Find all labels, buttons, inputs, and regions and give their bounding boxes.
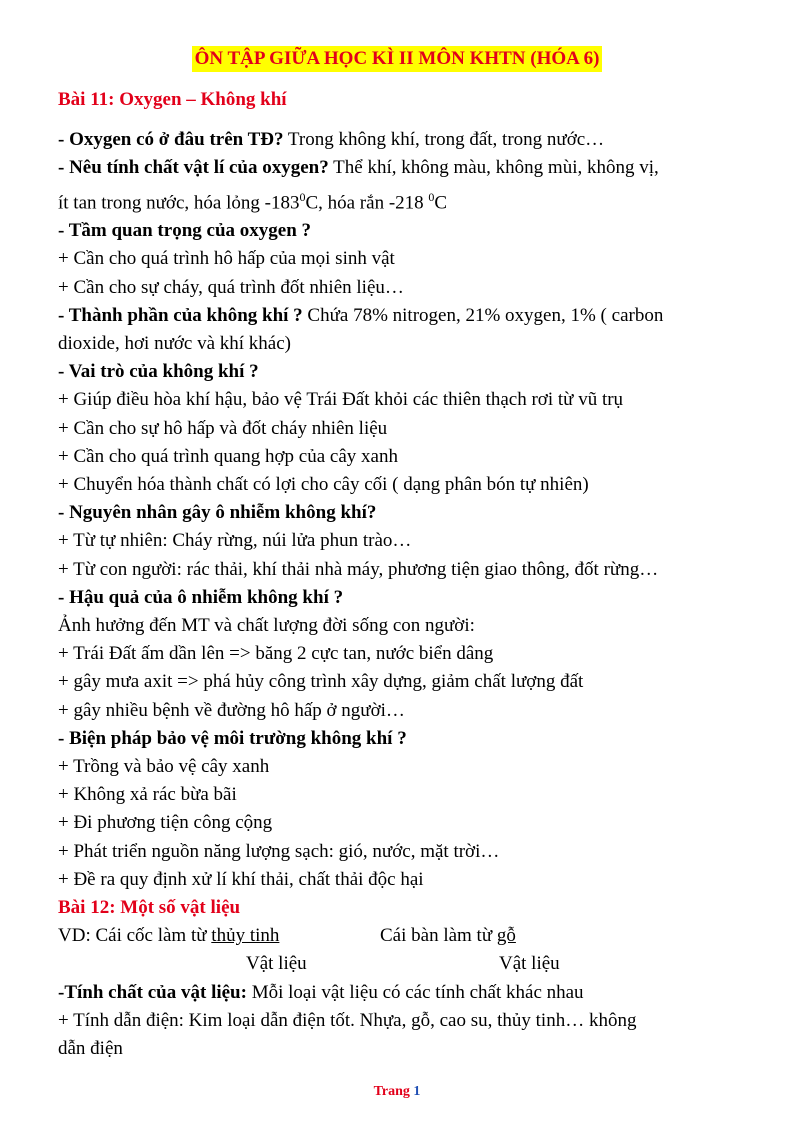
- superscript-degree: 0: [428, 189, 435, 204]
- example-1-material: thủy tinh: [211, 925, 280, 947]
- example-2: [380, 922, 516, 950]
- q8-line: [58, 725, 748, 753]
- q2-line-2: [58, 183, 748, 218]
- document-body: [58, 86, 748, 1063]
- conductivity-line-2: dẫn điện: [58, 1038, 123, 1059]
- list-item: + Cần cho sự cháy, quá trình đốt nhiên liệu…: [58, 276, 404, 298]
- superscript-degree: 0: [299, 189, 306, 204]
- property-line: [58, 979, 748, 1007]
- spacer: [58, 114, 748, 126]
- list-item: + Cần cho quá trình quang hợp của cây xanh: [58, 445, 398, 467]
- list-item: + Từ tự nhiên: Cháy rừng, núi lửa phun trào…: [58, 530, 412, 552]
- example-2-material: gỗ: [496, 925, 516, 947]
- lesson-11-heading: Bài 11: Oxygen – Không khí: [58, 89, 287, 110]
- list-item: + Cần cho quá trình hô hấp của mọi sinh vật: [58, 248, 395, 270]
- material-label-1: Vật liệu: [246, 953, 307, 975]
- q4-answer-2: dioxide, hơi nước và khí khác): [58, 332, 292, 354]
- q3-question: - Tầm quan trọng của oxygen ?: [58, 220, 312, 242]
- q5-question: - Vai trò của không khí ?: [58, 361, 259, 383]
- list-item: + gây nhiều bệnh về đường hô hấp ở người…: [58, 699, 405, 721]
- list-item: + Trái Đất ấm dần lên => băng 2 cực tan, nước biển dâng: [58, 643, 494, 665]
- q1-answer: Trong không khí, trong đất, trong nước…: [283, 129, 605, 151]
- list-item: + Cần cho sự hô hấp và đốt cháy nhiên liệu: [58, 417, 388, 439]
- q6-line: [58, 499, 748, 527]
- q4-answer-1: Chứa 78% nitrogen, 21% oxygen, 1% ( carbon: [302, 304, 664, 326]
- q5-line: [58, 358, 748, 386]
- example-2-prefix: Cái bàn làm từ: [380, 925, 497, 947]
- q4-question: - Thành phần của không khí ?: [58, 304, 303, 326]
- page-number: 1: [413, 1084, 421, 1099]
- title-wrapper: [0, 46, 794, 72]
- example-1-prefix: VD: Cái cốc làm từ: [58, 925, 212, 947]
- list-item: + Chuyển hóa thành chất có lợi cho cây cối ( dạng phân bón tự nhiên): [58, 473, 589, 495]
- q4-line: [58, 302, 748, 330]
- q7-line: [58, 584, 748, 612]
- example-1: [58, 922, 279, 950]
- page-title: ÔN TẬP GIỮA HỌC KÌ II MÔN KHTN (HÓA 6): [192, 46, 603, 72]
- example-row: [58, 922, 748, 950]
- property-answer: Mỗi loại vật liệu có các tính chất khác nhau: [246, 981, 584, 1003]
- q2-answer-2a: ít tan trong nước, hóa lỏng -183: [58, 191, 300, 213]
- list-item: + Giúp điều hòa khí hậu, bảo vệ Trái Đất khỏi các thiên thạch rơi từ vũ trụ: [58, 389, 624, 411]
- property-question: -Tính chất của vật liệu:: [58, 981, 247, 1003]
- q2-answer-2b: C, hóa rắn -218: [305, 191, 429, 213]
- list-item: + Trồng và bảo vệ cây xanh: [58, 756, 270, 777]
- q2-answer-2c: C: [434, 191, 448, 213]
- list-item: + gây mưa axit => phá hủy công trình xây dựng, giảm chất lượng đất: [58, 671, 584, 693]
- list-item: + Không xả rác bừa bãi: [58, 784, 237, 806]
- q7-question: - Hậu quả của ô nhiễm không khí ?: [58, 586, 344, 608]
- material-label-2: Vật liệu: [499, 953, 560, 975]
- q8-question: - Biện pháp bảo vệ môi trường không khí ?: [58, 727, 407, 749]
- material-label-row: [58, 950, 748, 978]
- list-item: + Từ con người: rác thải, khí thải nhà máy, phương tiện giao thông, đốt rừng…: [58, 558, 659, 580]
- page-label: Trang: [373, 1084, 414, 1099]
- page-footer: [0, 1084, 794, 1100]
- q1-question: - Oxygen có ở đâu trên TĐ?: [58, 129, 284, 151]
- q3-line: [58, 217, 748, 245]
- conductivity-line-1: + Tính dẫn điện: Kim loại dẫn điện tốt. Nhựa, gỗ, cao su, thủy tinh… không: [58, 1009, 637, 1031]
- q1-line: [58, 126, 748, 154]
- list-item: + Đi phương tiện công cộng: [58, 812, 273, 834]
- q6-question: - Nguyên nhân gây ô nhiễm không khí?: [58, 502, 377, 524]
- q2-answer-1: Thể khí, không màu, không mùi, không vị,: [328, 157, 659, 179]
- q2-question: - Nêu tính chất vật lí của oxygen?: [58, 157, 329, 179]
- list-item: + Phát triển nguồn năng lượng sạch: gió, nước, mặt trời…: [58, 840, 500, 862]
- lesson-12-heading: Bài 12: Một số vật liệu: [58, 897, 241, 919]
- list-item: + Đề ra quy định xử lí khí thải, chất thải độc hại: [58, 868, 424, 890]
- q2-line: [58, 154, 748, 182]
- list-item: Ảnh hưởng đến MT và chất lượng đời sống con người:: [58, 614, 475, 636]
